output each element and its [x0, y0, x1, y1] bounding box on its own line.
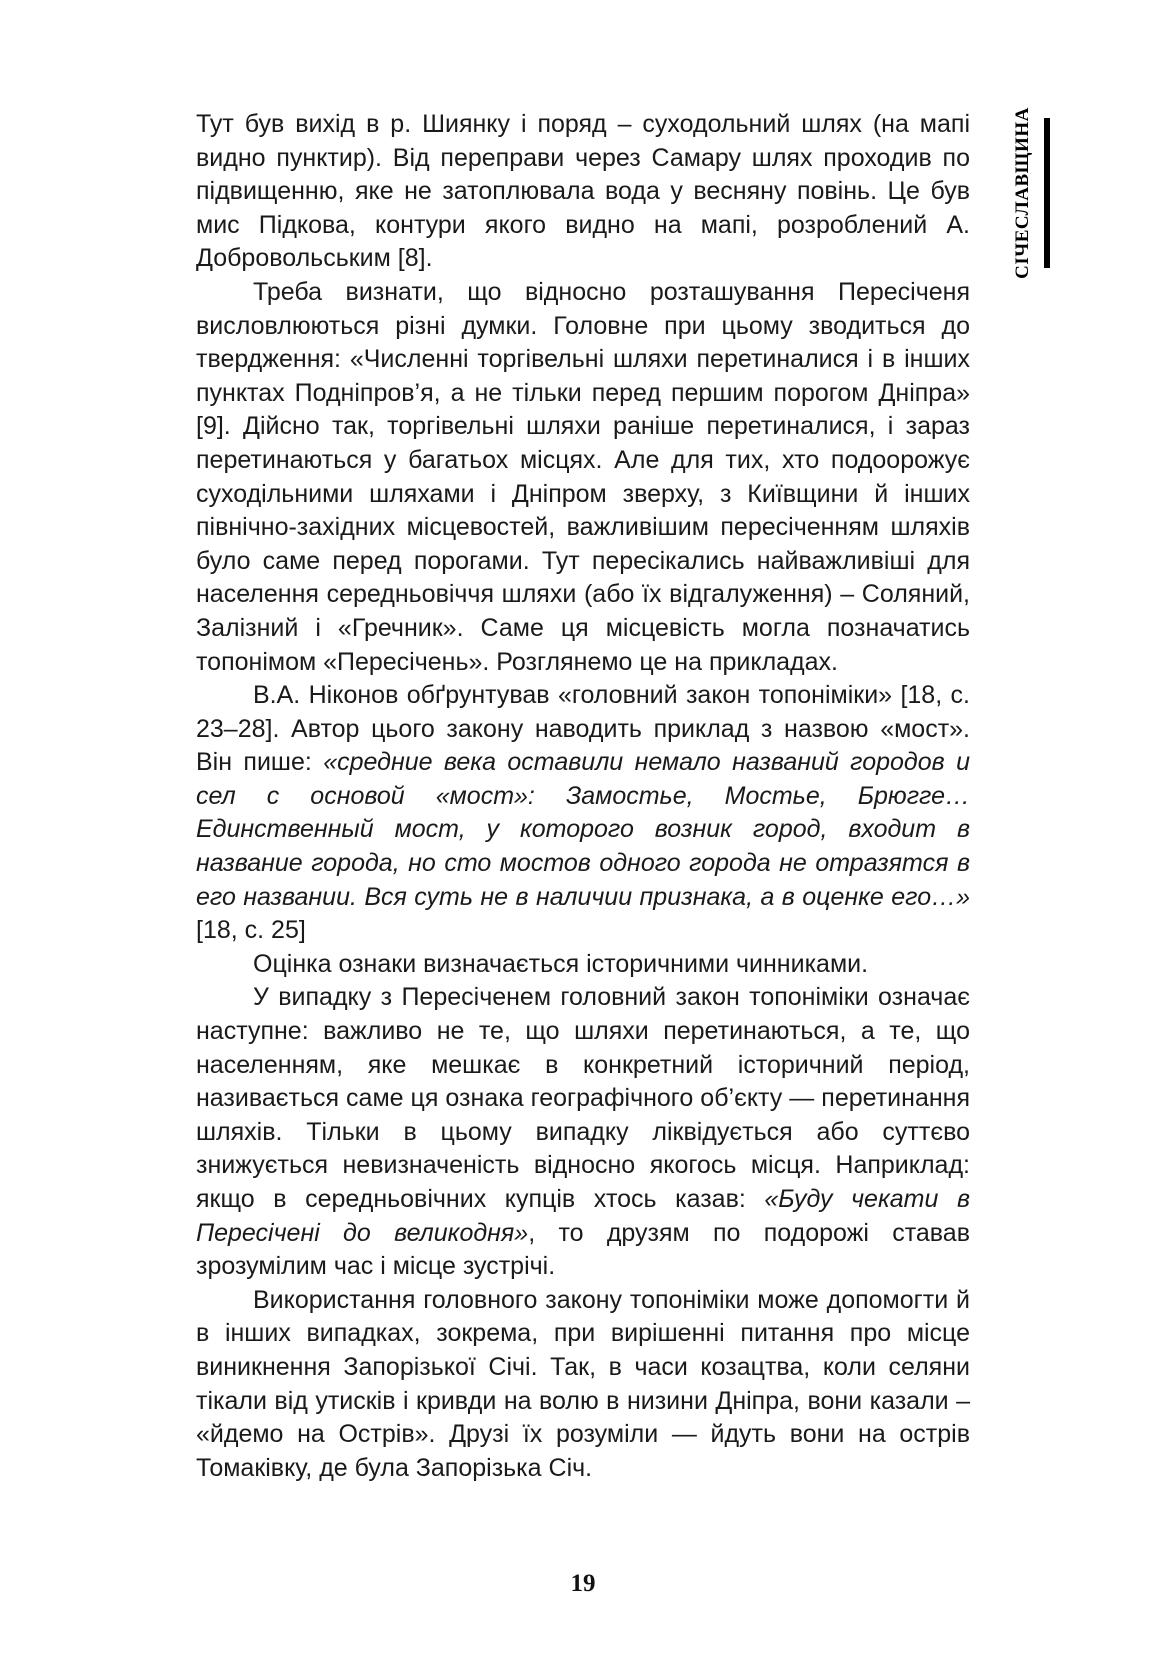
paragraph-5-tail: , то друзям по подорожі ставав зрозумілим час і місце зустрічі.: [196, 1218, 970, 1281]
paragraph-2: [196, 276, 970, 679]
paragraph-6: [196, 1284, 970, 1486]
paragraph-5-text: У випадку з Пересіченем головний закон топоніміки означає наступне: важливо не те, що шляхи перетинаються, а те, що населенням, яке мешкає в конкретний історичний період, називається саме ця ознака географічного об’єкту — перетинання шляхів. Тільки в цьому випадку ліквідується або суттєво знижується невизначеність відносно якогось місця. Наприклад: якщо в середньовічних купців хтось казав:: [196, 983, 970, 1213]
citation: [18, с. 25]: [196, 916, 306, 945]
merchant-quote: «Буду чекати в Пересічені до великодня»: [196, 1185, 970, 1247]
logo-text: [1004, 107, 1042, 279]
paragraph-3-text: В.А. Ніконов обґрунтував «головний закон топоніміки» [18, с. 23–28]. Автор цього закону наводить приклад з назвою «мост». Він пише:: [196, 681, 970, 777]
paragraph-2-text: Треба визнати, що відносно розташування Пересіченя висловлюються різні думки. Головне при цьому зводиться до твердження: «Численні торгівельні шляхи перетиналися і в інших пунктах Подніпров’я, а не тільки перед першим порогом Дніпра» [9]. Дійсно так, торгівельні шляхи раніше перетиналися, і зараз перетинаються у багатьох місцях. Але для тих, хто подоорожує суходільними шляхами і Дніпром зверху, з Київщини й інших північно-західних місцевостей, важливішим пересіченням шляхів було саме перед порогами. Тут пересікались найважливіші для населення середньовіччя шляхи (або їх відгалуження) – Соляний, Залізний і «Гречник». Саме ця місцевість могла позначатись топонімом «Пересічень». Розглянемо це на прикладах.: [196, 277, 970, 676]
page-number: 19: [570, 1570, 596, 1597]
publisher-logo: [1004, 107, 1050, 279]
paragraph-4-text: Оцінка ознаки визначається історичними чинниками.: [253, 949, 869, 978]
body-text: [196, 108, 970, 1485]
paragraph-1: [196, 108, 970, 276]
paragraph-5: [196, 981, 970, 1283]
russian-quote: «средние века оставили немало названий городов и сел с основой «мост»: Замостье, Мостье, Брюгге… Единственный мост, у которого возник город, входит в название города, но сто мостов одного города не отразятся в его названии. Вся суть не в наличии признака, а в оценке его…»: [196, 748, 970, 911]
paragraph-4: [196, 948, 970, 982]
logo-bar: [1044, 118, 1050, 268]
logo-label: СІЧЕСЛАВЩИНА: [1012, 107, 1033, 279]
paragraph-1-text: Тут був вихід в р. Шиянку і поряд – суходольний шлях (на мапі видно пунктир). Від переправи через Самару шлях проходив по підвищенню, яке не затоплювала вода у весняну повінь. Це був мис Підкова, контури якого видно на мапі, розроблений А. Добровольським [8].: [196, 110, 970, 273]
paragraph-6-text: Використання головного закону топоніміки може допомогти й в інших випадках, зокрема, при вирішенні питання про місце виникнення Запорізької Січі. Так, в часи козацтва, коли селяни тікали від утисків і кривди на волю в низини Дніпра, вони казали – «йдемо на Острів». Друзі їх розуміли — йдуть вони на острів Томаківку, де була Запорізька Січ.: [196, 1285, 970, 1482]
paragraph-3: [196, 679, 970, 948]
